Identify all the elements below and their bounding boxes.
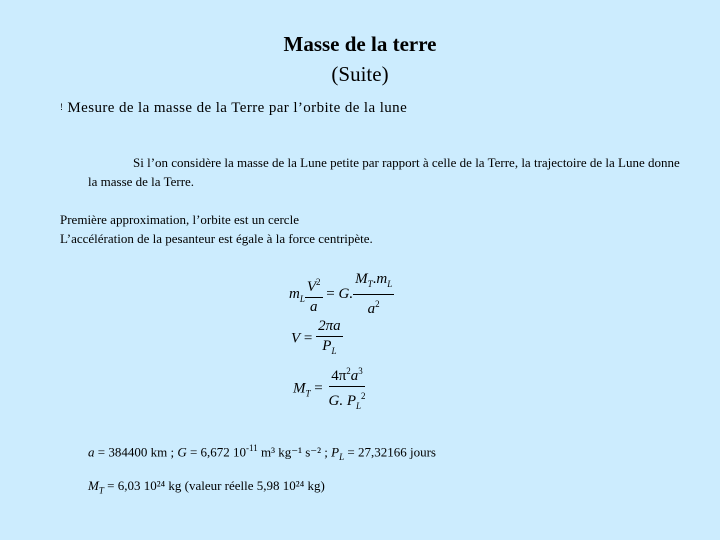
fraction-v2-a: $\frac{V^2}{a}$ <box>305 273 323 317</box>
fraction-2pia-pl: $\frac{2\pi a}{P_L}$ <box>318 318 341 356</box>
paragraph-intro: Si l’on considère la masse de la Lune petite par rapport à celle de la Terre, la trajectoire de la Lune donne la masse de la Terre. <box>88 155 680 189</box>
equation-orbital-velocity: V = $\frac{2\pi a}{P_L}$ <box>291 317 343 361</box>
bullet-text: Mesure de la masse de la Terre par l’orbite de la lune <box>67 100 408 116</box>
fraction-mass-formula: $\frac{4\pi^2a^3}{G. P_L^2}$ <box>326 362 367 416</box>
equation-earth-mass: $M_T$ = $\frac{4\pi^2a^3}{G. P_L^2}$ <box>293 362 368 416</box>
equation-force-balance: $m_L$ $\frac{V^2}{a}$ = G. $\frac{M_T.m_L}{a^2}$ <box>289 271 393 317</box>
approximation-line-2: L’accélération de la pesanteur est égale à la force centripète. <box>60 231 373 246</box>
fraction-mt-ml-a2: $\frac{M_T.m_L}{a^2}$ <box>355 271 393 317</box>
bullet-icon: ! <box>60 102 64 112</box>
slide-subtitle: (Suite) <box>331 62 389 86</box>
values-line: a = 384400 km ; G = 6,672 $10^{-11}$ m³ kg⁻¹ s⁻² ; $P_L = 27,32166$ jours <box>88 443 436 462</box>
bullet-item <box>60 100 407 117</box>
approximation-line-1: Première approximation, l’orbite est un cercle <box>60 212 299 227</box>
slide-title: Masse de la terre <box>283 32 437 56</box>
result-line: $M_T = 6,03$ 10²⁴ kg (valeur réelle 5,98 10²⁴ kg) <box>88 478 325 496</box>
paragraph-approximation <box>60 210 660 248</box>
